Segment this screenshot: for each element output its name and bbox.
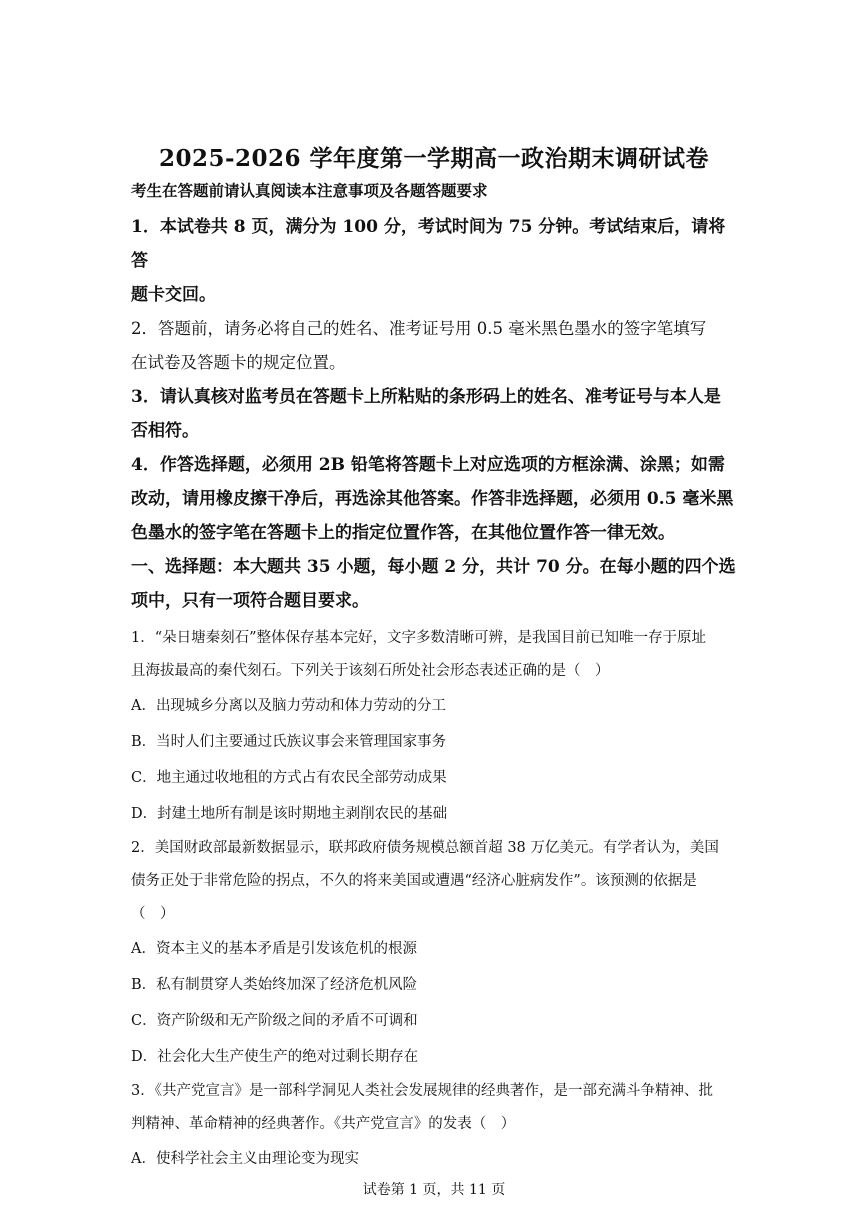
question-2 xyxy=(131,832,741,1075)
question-stem: 判精神、革命精神的经典著作。《共产党宣言》的发表（ ） xyxy=(131,1116,516,1132)
notice-1 xyxy=(131,210,741,312)
option-c: C．资产阶级和无产阶级之间的矛盾不可调和 xyxy=(131,1013,418,1029)
notice-line: 2．答题前，请务必将自己的姓名、准考证号用 0.5 毫米黑色墨水的签字笔填写 xyxy=(131,319,707,338)
question-1 xyxy=(131,622,741,832)
option-c: C．地主通过收地租的方式占有农民全部劳动成果 xyxy=(131,770,447,786)
notice-heading: 考生在答题前请认真阅读本注意事项及各题答题要求 xyxy=(131,181,488,200)
notice-3 xyxy=(131,380,741,448)
notice-line: 否相符。 xyxy=(131,421,199,441)
option-a: A．出现城乡分离以及脑力劳动和体力劳动的分工 xyxy=(131,698,446,714)
option-a: A．使科学社会主义由理论变为现实 xyxy=(131,1151,359,1167)
page-footer: 试卷第 1 页，共 11 页 xyxy=(362,1182,506,1198)
notice-line: 改动，请用橡皮擦干净后，再选涂其他答案。作答非选择题，必须用 0.5 毫米黑 xyxy=(131,489,734,509)
section-line: 项中，只有一项符合题目要求。 xyxy=(131,591,369,611)
notice-2 xyxy=(131,312,741,380)
notice-line: 3．请认真核对监考员在答题卡上所粘贴的条形码上的姓名、准考证号与本人是 xyxy=(131,387,721,407)
question-stem: 3．《共产党宣言》是一部科学洞见人类社会发展规律的经典著作，是一部充满斗争精神、批 xyxy=(131,1083,713,1099)
notice-4 xyxy=(131,448,741,550)
question-3 xyxy=(131,1075,741,1177)
question-stem: 债务正处于非常危险的拐点，不久的将来美国或遭遇“经济心脏病发作”。该预测的依据是 xyxy=(131,873,697,889)
notice-line: 在试卷及答题卡的规定位置。 xyxy=(131,353,346,372)
notice-line: 1．本试卷共 8 页，满分为 100 分，考试时间为 75 分钟。考试结束后，请将答 xyxy=(131,217,726,271)
notice-line: 色墨水的签字笔在答题卡上的指定位置作答，在其他位置作答一律无效。 xyxy=(131,523,675,543)
section-line: 一、选择题：本大题共 35 小题，每小题 2 分，共计 70 分。在每小题的四个选 xyxy=(131,557,736,577)
question-stem: 1．“朵日塘秦刻石”整体保存基本完好，文字多数清晰可辨，是我国目前已知唯一存于原址 xyxy=(131,630,707,646)
option-d: D．封建土地所有制是该时期地主剥削农民的基础 xyxy=(131,806,448,822)
option-d: D．社会化大生产使生产的绝对过剩长期存在 xyxy=(131,1049,419,1065)
notice-line: 4．作答选择题，必须用 2B 铅笔将答题卡上对应选项的方框涂满、涂黑；如需 xyxy=(131,455,725,475)
question-stem: 2．美国财政部最新数据显示，联邦政府债务规模总额首超 38 万亿美元。有学者认为，美国 xyxy=(131,840,719,856)
question-stem: 且海拔最高的秦代刻石。下列关于该刻石所处社会形态表述正确的是（ ） xyxy=(131,663,610,679)
option-b: B．当时人们主要通过氏族议事会来管理国家事务 xyxy=(131,734,447,750)
notice-line: 题卡交回。 xyxy=(131,285,216,305)
section-heading xyxy=(131,550,741,618)
page-title: 2025-2026 学年度第一学期高一政治期末调研试卷 xyxy=(158,145,710,172)
exam-content xyxy=(131,180,741,1177)
option-a: A．资本主义的基本矛盾是引发该危机的根源 xyxy=(131,941,417,957)
option-b: B．私有制贯穿人类始终加深了经济危机风险 xyxy=(131,977,418,993)
question-stem: （ ） xyxy=(131,906,175,922)
